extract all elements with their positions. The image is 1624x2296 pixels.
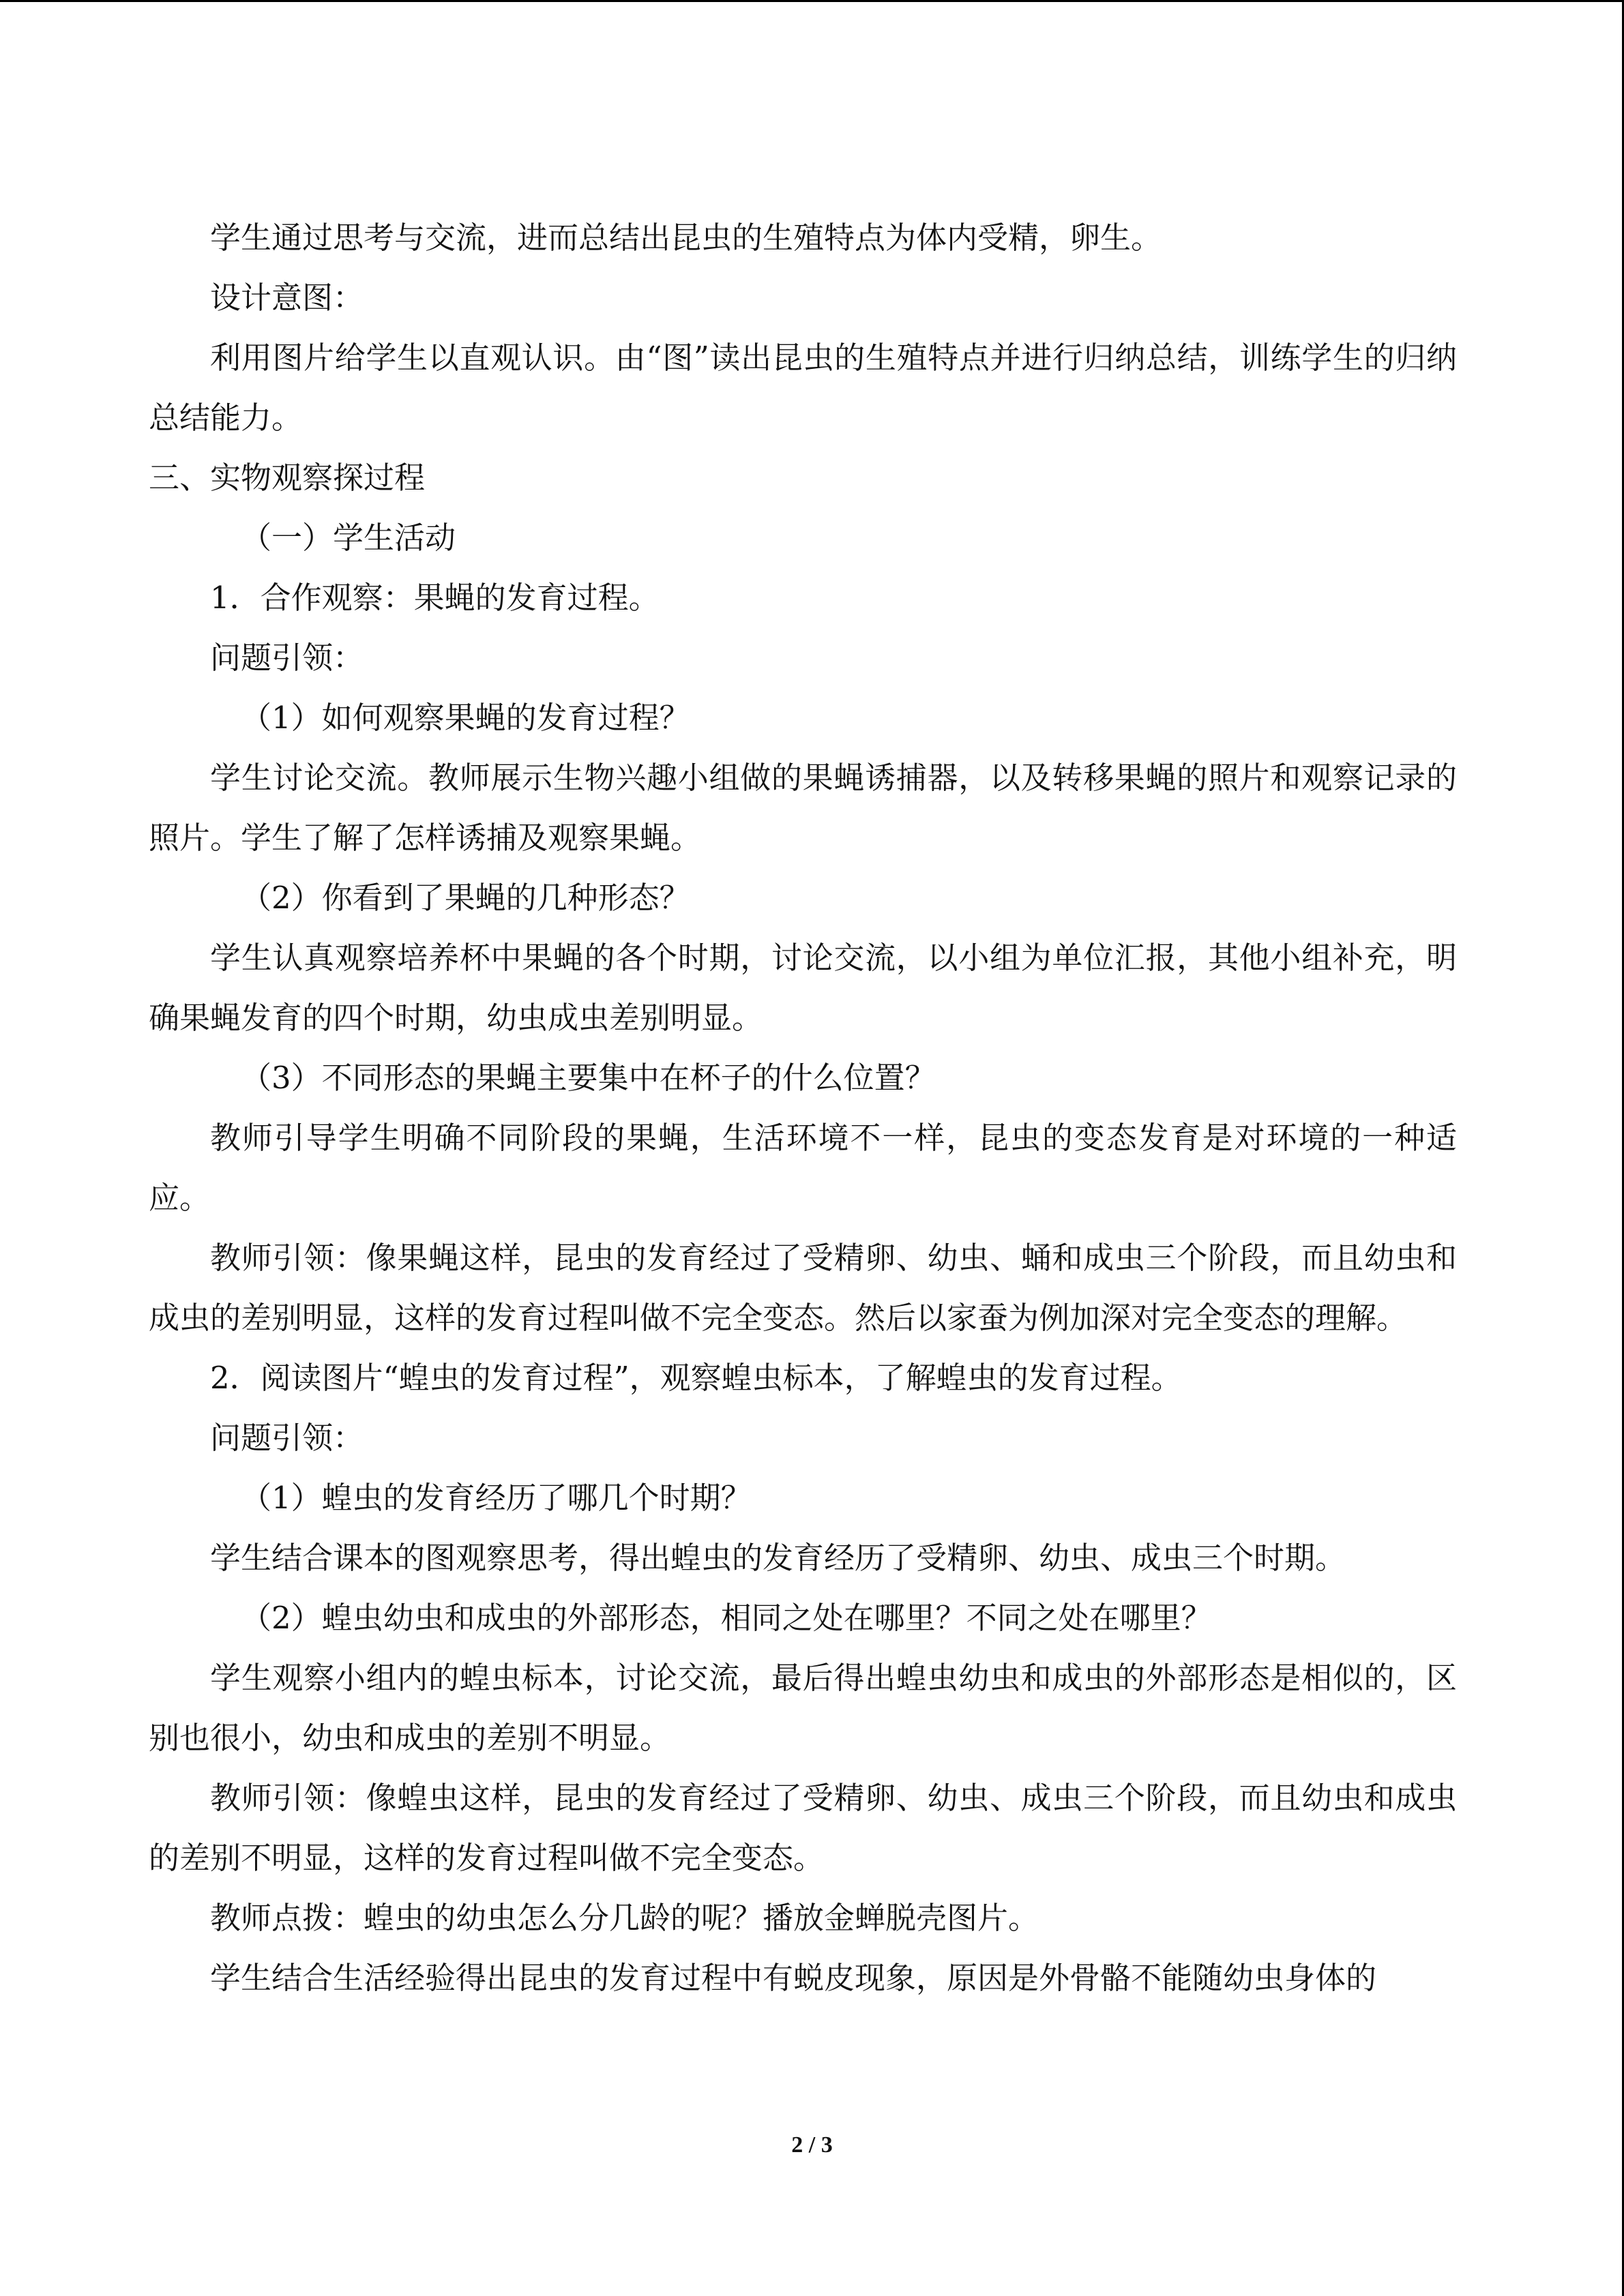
page-top-border [0,0,1624,2]
paragraph-summary: 学生通过思考与交流，进而总结出昆虫的生殖特点为体内受精，卵生。 [210,220,1162,256]
paragraph-molting: 学生结合生活经验得出昆虫的发育过程中有蜕皮现象，原因是外骨骼不能随幼虫身体的 [210,1960,1377,1996]
paragraph-answer-1: 学生讨论交流。教师展示生物兴趣小组做的果蝇诱捕器，以及转移果蝇的照片和观察记录的照片。学生了解了怎样诱捕及观察果蝇。 [149,760,1457,856]
question-lead-heading-2: 问题引领： [210,1420,364,1456]
paragraph-answer-3: 教师引导学生明确不同阶段的果蝇，生活环境不一样，昆虫的变态发育是对环境的一种适应。 [149,1120,1457,1216]
activity-1-heading: 1．合作观察：果蝇的发育过程。 [210,580,660,616]
subsection-heading: （一）学生活动 [241,520,456,556]
paragraph-teacher-lead-2: 教师引领：像蝗虫这样，昆虫的发育经过了受精卵、幼虫、成虫三个阶段，而且幼虫和成虫的差别不明显，这样的发育过程叫做不完全变态。 [149,1780,1457,1876]
paragraph-teacher-hint: 教师点拨：蝗虫的幼虫怎么分几龄的呢？播放金蝉脱壳图片。 [210,1900,1039,1936]
activity-2-heading: 2．阅读图片“蝗虫的发育过程”，观察蝗虫标本，了解蝗虫的发育过程。 [210,1360,1182,1396]
section-heading: 三、实物观察探过程 [149,460,426,496]
question-locust-2: （2）蝗虫幼虫和成虫的外部形态，相同之处在哪里？不同之处在哪里？ [241,1600,1212,1636]
question-lead-heading: 问题引领： [210,640,364,676]
question-2: （2）你看到了果蝇的几种形态？ [241,880,690,916]
paragraph-locust-answer-2: 学生观察小组内的蝗虫标本，讨论交流，最后得出蝗虫幼虫和成虫的外部形态是相似的，区别也很小，幼虫和成虫的差别不明显。 [149,1660,1457,1756]
paragraph-answer-2: 学生认真观察培养杯中果蝇的各个时期，讨论交流，以小组为单位汇报，其他小组补充，明确果蝇发育的四个时期，幼虫成虫差别明显。 [149,940,1457,1036]
question-locust-1: （1）蝗虫的发育经历了哪几个时期？ [241,1480,752,1516]
question-1: （1）如何观察果蝇的发育过程？ [241,700,690,736]
paragraph-teacher-lead-1: 教师引领：像果蝇这样，昆虫的发育经过了受精卵、幼虫、蛹和成虫三个阶段，而且幼虫和成虫的差别明显，这样的发育过程叫做不完全变态。然后以家蚕为例加深对完全变态的理解。 [149,1240,1457,1336]
paragraph-design-intent-heading: 设计意图： [210,280,364,316]
paragraph-locust-answer-1: 学生结合课本的图观察思考，得出蝗虫的发育经历了受精卵、幼虫、成虫三个时期。 [210,1540,1346,1576]
paragraph-design-intent: 利用图片给学生以直观认识。由“图”读出昆虫的生殖特点并进行归纳总结，训练学生的归纳总结能力。 [149,340,1457,436]
document-body [149,208,1457,2008]
page-number: 2 / 3 [791,2132,833,2158]
question-3: （3）不同形态的果蝇主要集中在杯子的什么位置？ [241,1060,936,1096]
